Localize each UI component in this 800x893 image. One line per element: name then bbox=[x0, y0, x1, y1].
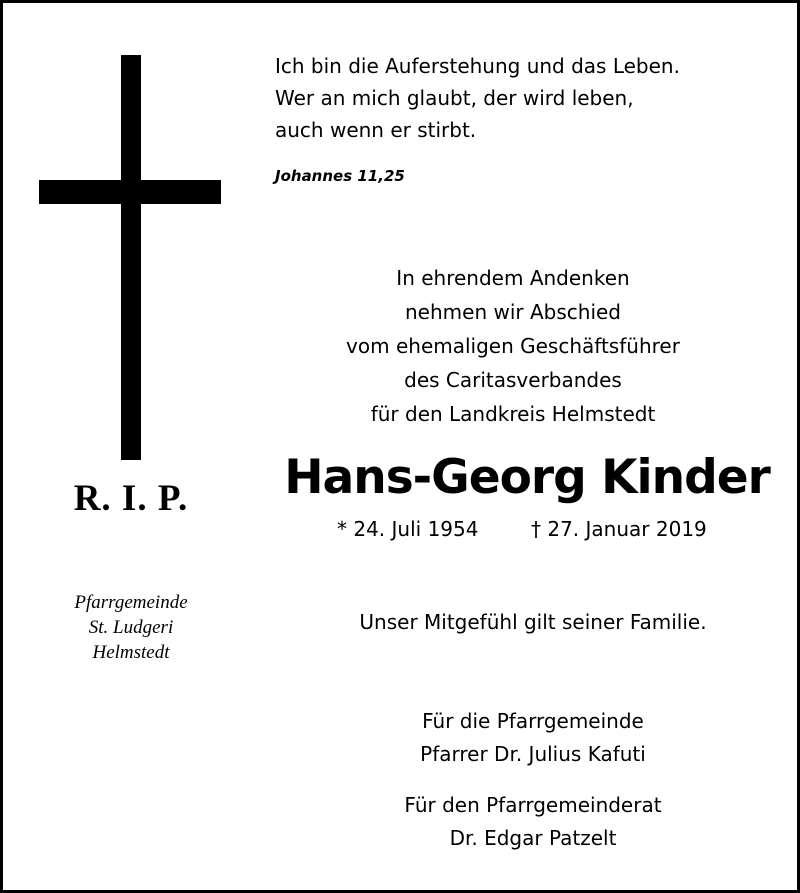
memoriam-text bbox=[313, 261, 713, 431]
signatory-name: Dr. Edgar Patzelt bbox=[449, 826, 617, 850]
memoriam-line: nehmen wir Abschied bbox=[405, 300, 621, 324]
cross-horizontal-beam bbox=[39, 180, 221, 204]
verse-line: Wer an mich glaubt, der wird leben, bbox=[275, 86, 634, 110]
parish-line: Pfarrgemeinde bbox=[74, 592, 188, 613]
parish-line: St. Ludgeri bbox=[88, 617, 174, 638]
verse-line: auch wenn er stirbt. bbox=[275, 118, 477, 142]
birth-date: * 24. Juli 1954 bbox=[337, 517, 479, 541]
bible-verse bbox=[275, 50, 755, 146]
cross-vertical-beam bbox=[121, 55, 141, 460]
signatory-role: Für den Pfarrgemeinderat bbox=[404, 793, 662, 817]
parish-line: Helmstedt bbox=[92, 642, 170, 663]
memoriam-line: In ehrendem Andenken bbox=[396, 266, 630, 290]
rip-label: R. I. P. bbox=[73, 478, 189, 519]
memoriam-line: für den Landkreis Helmstedt bbox=[370, 402, 656, 426]
signatory-council bbox=[303, 789, 763, 855]
signatory-name: Pfarrer Dr. Julius Kafuti bbox=[420, 742, 646, 766]
signatory-parish bbox=[303, 705, 763, 771]
parish-block bbox=[31, 590, 231, 665]
verse-line: Ich bin die Auferstehung und das Leben. bbox=[275, 54, 680, 78]
signatory-role: Für die Pfarrgemeinde bbox=[422, 709, 644, 733]
deceased-name: Hans-Georg Kinder bbox=[284, 450, 770, 505]
memoriam-line: vom ehemaligen Geschäftsführer bbox=[346, 334, 680, 358]
sympathy-text: Unser Mitgefühl gilt seiner Familie. bbox=[359, 610, 707, 634]
death-date: † 27. Januar 2019 bbox=[531, 517, 707, 541]
verse-reference: Johannes 11,25 bbox=[275, 167, 405, 185]
memoriam-line: des Caritasverbandes bbox=[404, 368, 622, 392]
